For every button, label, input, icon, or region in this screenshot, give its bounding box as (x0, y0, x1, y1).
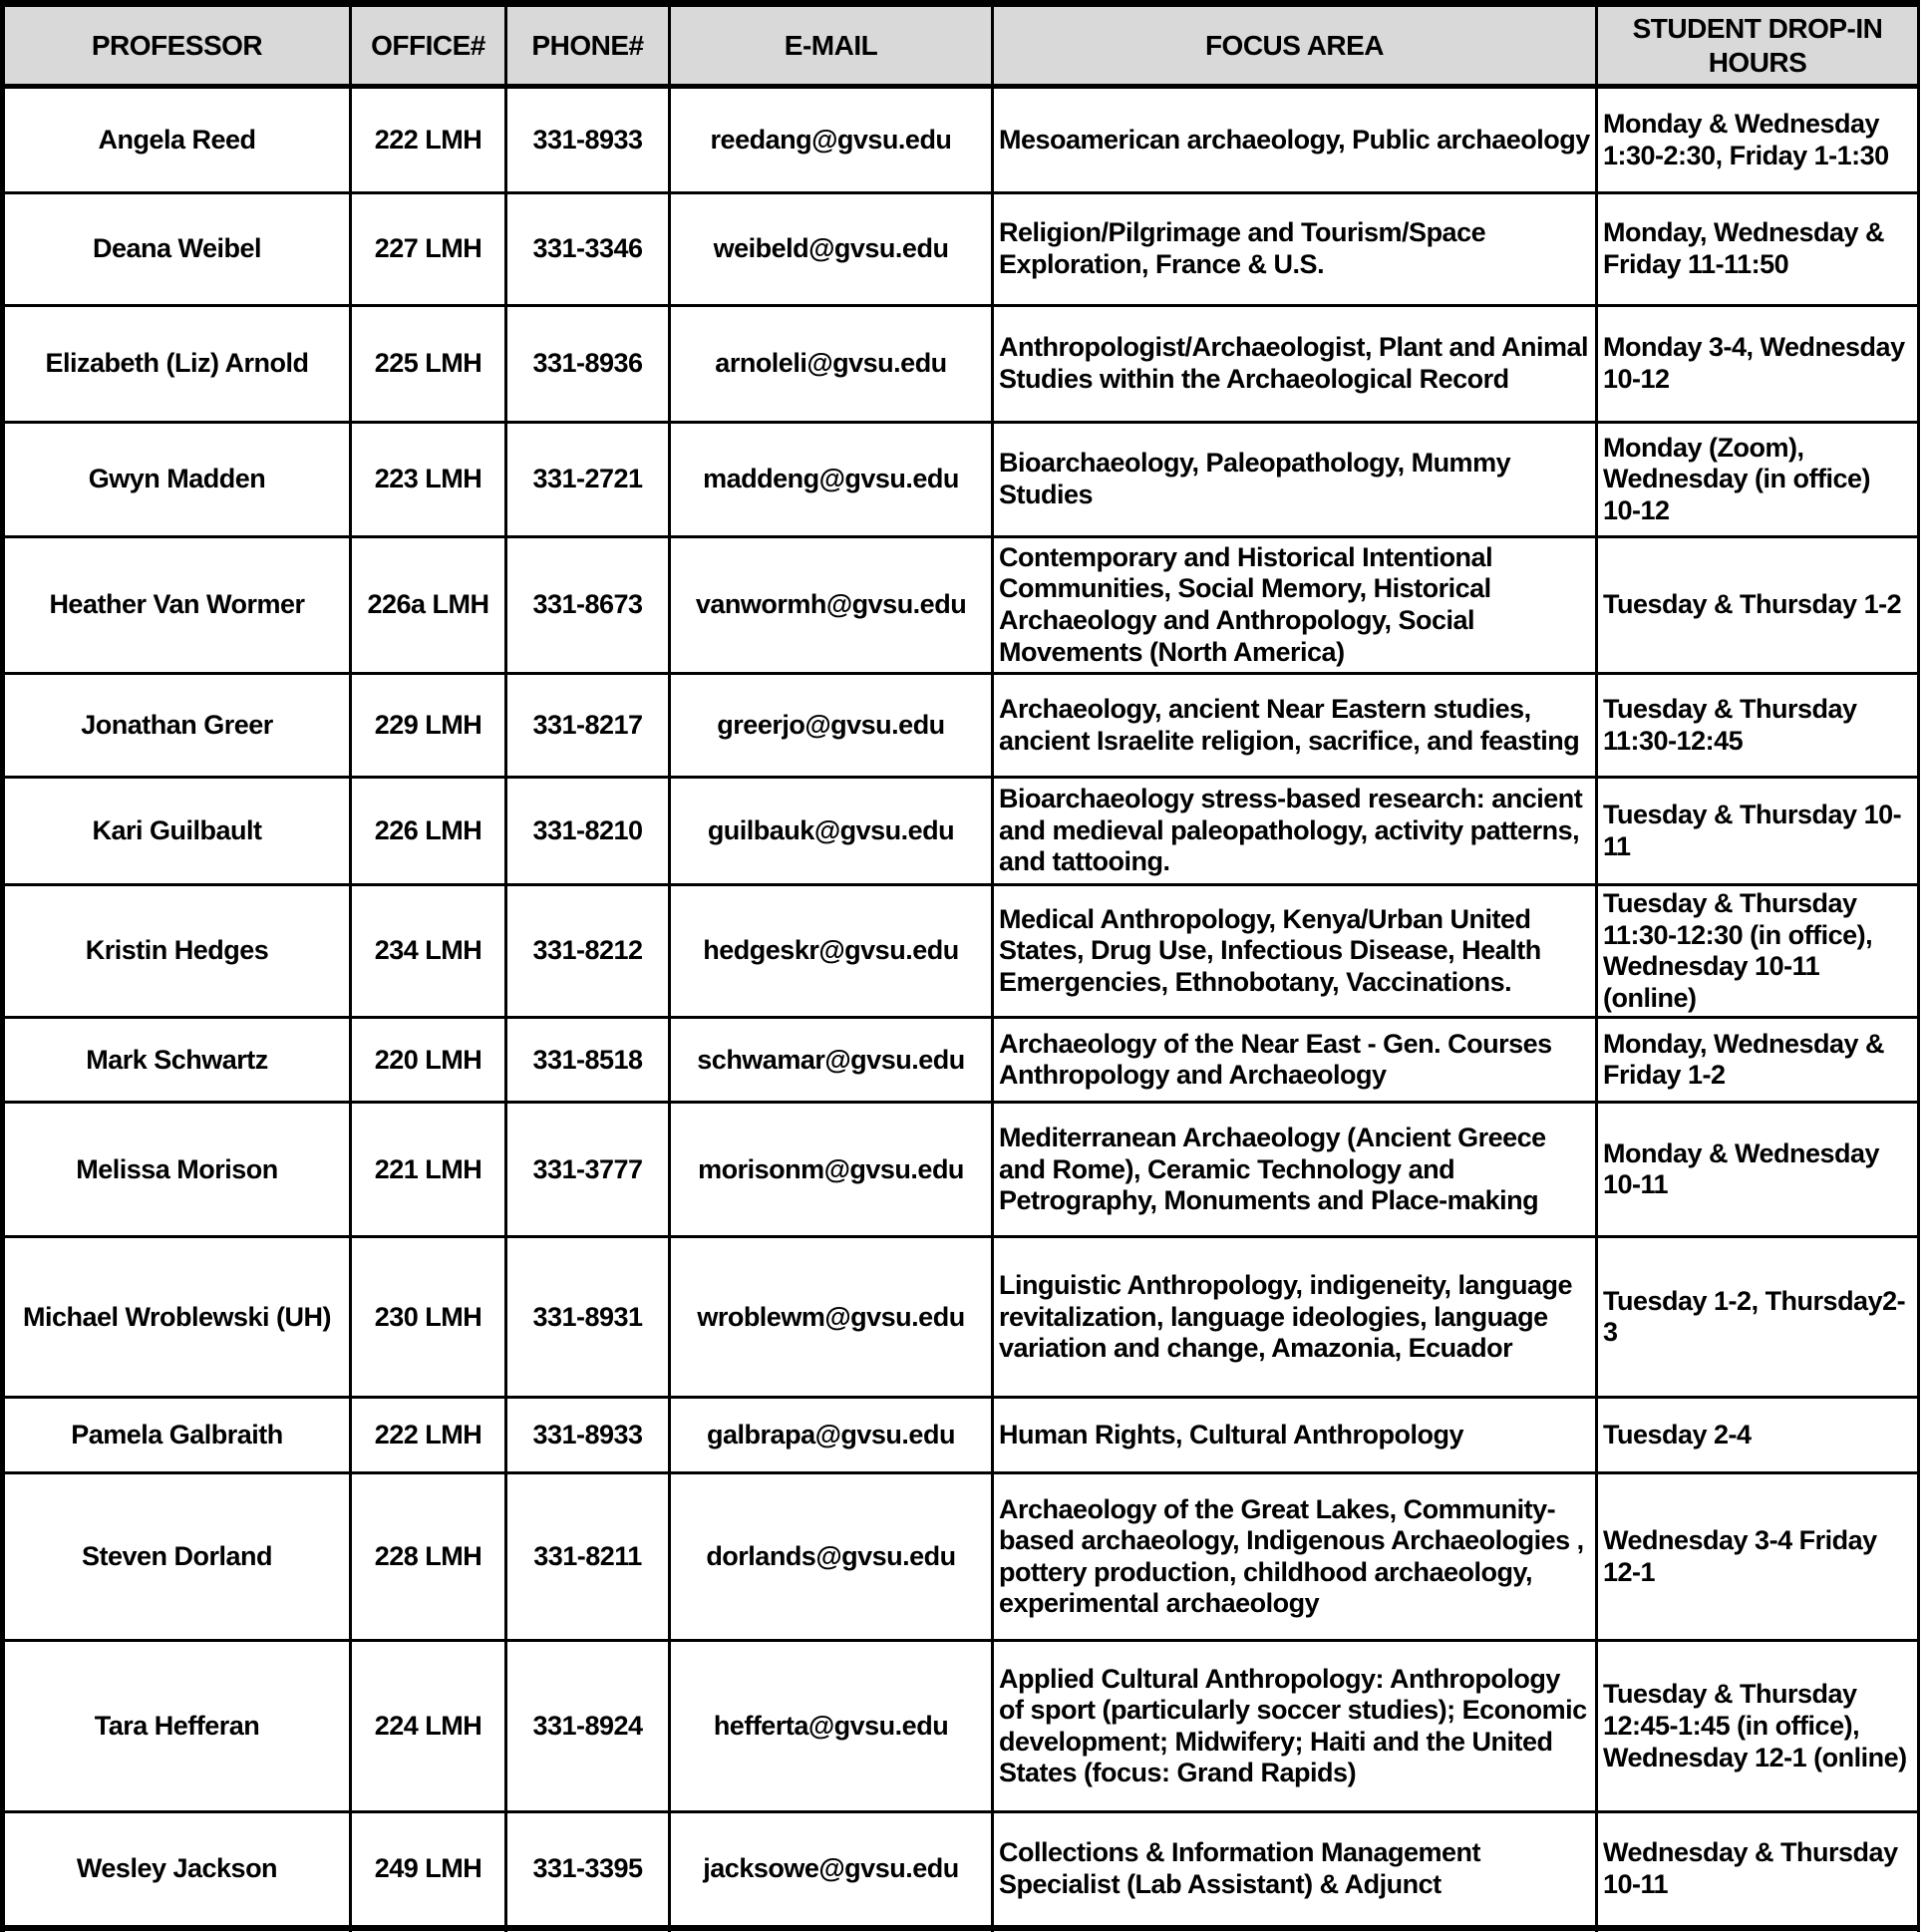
header-focus-area: FOCUS AREA (993, 4, 1597, 87)
header-professor: PROFESSOR (3, 4, 351, 87)
professor-cell: Kristin Hedges (3, 885, 351, 1018)
phone-cell: 331-8210 (506, 778, 670, 885)
table-row (3, 778, 1919, 885)
phone-cell: 331-3777 (506, 1103, 670, 1237)
professor-cell: Tara Hefferan (3, 1641, 351, 1812)
hours-cell: Tuesday & Thursday 11:30-12:45 (1597, 674, 1919, 778)
professor-cell-empty (3, 1928, 351, 1932)
email-cell: guilbauk@gvsu.edu (670, 778, 993, 885)
hours-cell: Tuesday 2-4 (1597, 1398, 1919, 1473)
office-cell: 221 LMH (351, 1103, 506, 1237)
focus-cell: Applied Cultural Anthropology: Anthropology of sport (particularly soccer studies); Economic development; Midwifery; Haiti and the United States (focus: Grand Rapids) (993, 1641, 1597, 1812)
focus-cell: Contemporary and Historical Intentional Communities, Social Memory, Historical Archaeology and Anthropology, Social Movements (North America) (993, 537, 1597, 674)
email-cell: dorlands@gvsu.edu (670, 1473, 993, 1641)
office-cell: 230 LMH (351, 1237, 506, 1398)
phone-cell: 331-8211 (506, 1473, 670, 1641)
office-cell: 225 LMH (351, 306, 506, 423)
professor-cell: Pamela Galbraith (3, 1398, 351, 1473)
office-cell: 220 LMH (351, 1018, 506, 1103)
table-row (3, 1398, 1919, 1473)
header-email: E-MAIL (670, 4, 993, 87)
header-phone: PHONE# (506, 4, 670, 87)
focus-cell: Human Rights, Cultural Anthropology (993, 1398, 1597, 1473)
professor-cell: Wesley Jackson (3, 1812, 351, 1928)
table-row (3, 885, 1919, 1018)
hours-cell: Monday 3-4, Wednesday 10-12 (1597, 306, 1919, 423)
header-row (3, 4, 1919, 87)
email-cell: schwamar@gvsu.edu (670, 1018, 993, 1103)
hours-cell: Monday, Wednesday & Friday 1-2 (1597, 1018, 1919, 1103)
phone-cell: 331-3395 (506, 1812, 670, 1928)
email-cell: maddeng@gvsu.edu (670, 423, 993, 537)
office-cell: 222 LMH (351, 1398, 506, 1473)
professor-cell: Steven Dorland (3, 1473, 351, 1641)
focus-cell: Archaeology of the Great Lakes, Community-based archaeology, Indigenous Archaeologies , pottery production, childhood archaeology, experimental archaeology (993, 1473, 1597, 1641)
header-office: OFFICE# (351, 4, 506, 87)
focus-cell: Collections & Information Management Specialist (Lab Assistant) & Adjunct (993, 1812, 1597, 1928)
email-cell: weibeld@gvsu.edu (670, 193, 993, 306)
professor-cell: Melissa Morison (3, 1103, 351, 1237)
phone-cell: 331-8673 (506, 537, 670, 674)
hours-cell: Tuesday & Thursday 12:45-1:45 (in office), Wednesday 12-1 (online) (1597, 1641, 1919, 1812)
focus-cell: Mediterranean Archaeology (Ancient Greece and Rome), Ceramic Technology and Petrography, Monuments and Place-making (993, 1103, 1597, 1237)
hours-cell-empty (1597, 1928, 1919, 1932)
professor-cell: Deana Weibel (3, 193, 351, 306)
professor-cell: Gwyn Madden (3, 423, 351, 537)
hours-cell: Monday (Zoom), Wednesday (in office) 10-12 (1597, 423, 1919, 537)
focus-cell: Medical Anthropology, Kenya/Urban United States, Drug Use, Infectious Disease, Health Emergencies, Ethnobotany, Vaccinations. (993, 885, 1597, 1018)
professor-cell: Angela Reed (3, 87, 351, 193)
hours-cell: Monday & Wednesday 1:30-2:30, Friday 1-1:30 (1597, 87, 1919, 193)
office-cell: 223 LMH (351, 423, 506, 537)
professor-cell: Mark Schwartz (3, 1018, 351, 1103)
phone-cell: 331-8212 (506, 885, 670, 1018)
email-cell: arnoleli@gvsu.edu (670, 306, 993, 423)
phone-cell: 331-8936 (506, 306, 670, 423)
office-cell: 234 LMH (351, 885, 506, 1018)
focus-cell: Bioarchaeology, Paleopathology, Mummy Studies (993, 423, 1597, 537)
hours-cell: Tuesday 1-2, Thursday2-3 (1597, 1237, 1919, 1398)
email-cell-empty (670, 1928, 993, 1932)
professor-cell: Michael Wroblewski (UH) (3, 1237, 351, 1398)
email-cell: galbrapa@gvsu.edu (670, 1398, 993, 1473)
table-header (3, 4, 1919, 87)
phone-cell: 331-8924 (506, 1641, 670, 1812)
table-row (3, 674, 1919, 778)
phone-cell: 331-3346 (506, 193, 670, 306)
office-cell: 249 LMH (351, 1812, 506, 1928)
hours-cell: Monday & Wednesday 10-11 (1597, 1103, 1919, 1237)
phone-cell-empty (506, 1928, 670, 1932)
office-cell: 229 LMH (351, 674, 506, 778)
table-row (3, 87, 1919, 193)
office-cell: 226 LMH (351, 778, 506, 885)
table-row (3, 1641, 1919, 1812)
focus-cell-empty (993, 1928, 1597, 1932)
table-row (3, 1103, 1919, 1237)
focus-cell: Archaeology of the Near East - Gen. Courses Anthropology and Archaeology (993, 1018, 1597, 1103)
email-cell: hefferta@gvsu.edu (670, 1641, 993, 1812)
table-row (3, 306, 1919, 423)
phone-cell: 331-8931 (506, 1237, 670, 1398)
email-cell: wroblewm@gvsu.edu (670, 1237, 993, 1398)
table-row (3, 1018, 1919, 1103)
hours-cell: Tuesday & Thursday 1-2 (1597, 537, 1919, 674)
email-cell: reedang@gvsu.edu (670, 87, 993, 193)
email-cell: greerjo@gvsu.edu (670, 674, 993, 778)
email-cell: hedgeskr@gvsu.edu (670, 885, 993, 1018)
phone-cell: 331-8933 (506, 1398, 670, 1473)
table-row (3, 1237, 1919, 1398)
professor-cell: Elizabeth (Liz) Arnold (3, 306, 351, 423)
office-cell: 226a LMH (351, 537, 506, 674)
table-row (3, 1473, 1919, 1641)
partial-row (3, 1928, 1919, 1932)
phone-cell: 331-8933 (506, 87, 670, 193)
hours-cell: Tuesday & Thursday 10-11 (1597, 778, 1919, 885)
table-row (3, 193, 1919, 306)
phone-cell: 331-8217 (506, 674, 670, 778)
table-row (3, 423, 1919, 537)
table-body (3, 87, 1919, 1932)
header-drop-in-hours: STUDENT DROP-IN HOURS (1597, 4, 1919, 87)
table-row (3, 1812, 1919, 1928)
table-row (3, 537, 1919, 674)
office-cell: 227 LMH (351, 193, 506, 306)
office-cell: 222 LMH (351, 87, 506, 193)
focus-cell: Bioarchaeology stress-based research: ancient and medieval paleopathology, activity patterns, and tattooing. (993, 778, 1597, 885)
office-cell-empty (351, 1928, 506, 1932)
hours-cell: Wednesday & Thursday 10-11 (1597, 1812, 1919, 1928)
office-cell: 228 LMH (351, 1473, 506, 1641)
professor-cell: Heather Van Wormer (3, 537, 351, 674)
focus-cell: Anthropologist/Archaeologist, Plant and Animal Studies within the Archaeological Record (993, 306, 1597, 423)
focus-cell: Linguistic Anthropology, indigeneity, language revitalization, language ideologies, language variation and change, Amazonia, Ecuador (993, 1237, 1597, 1398)
professor-cell: Kari Guilbault (3, 778, 351, 885)
professor-cell: Jonathan Greer (3, 674, 351, 778)
email-cell: morisonm@gvsu.edu (670, 1103, 993, 1237)
hours-cell: Wednesday 3-4 Friday 12-1 (1597, 1473, 1919, 1641)
office-cell: 224 LMH (351, 1641, 506, 1812)
focus-cell: Religion/Pilgrimage and Tourism/Space Exploration, France & U.S. (993, 193, 1597, 306)
focus-cell: Archaeology, ancient Near Eastern studies, ancient Israelite religion, sacrifice, and feasting (993, 674, 1597, 778)
focus-cell: Mesoamerican archaeology, Public archaeology (993, 87, 1597, 193)
email-cell: jacksowe@gvsu.edu (670, 1812, 993, 1928)
email-cell: vanwormh@gvsu.edu (670, 537, 993, 674)
phone-cell: 331-8518 (506, 1018, 670, 1103)
hours-cell: Monday, Wednesday & Friday 11-11:50 (1597, 193, 1919, 306)
hours-cell: Tuesday & Thursday 11:30-12:30 (in office), Wednesday 10-11 (online) (1597, 885, 1919, 1018)
phone-cell: 331-2721 (506, 423, 670, 537)
